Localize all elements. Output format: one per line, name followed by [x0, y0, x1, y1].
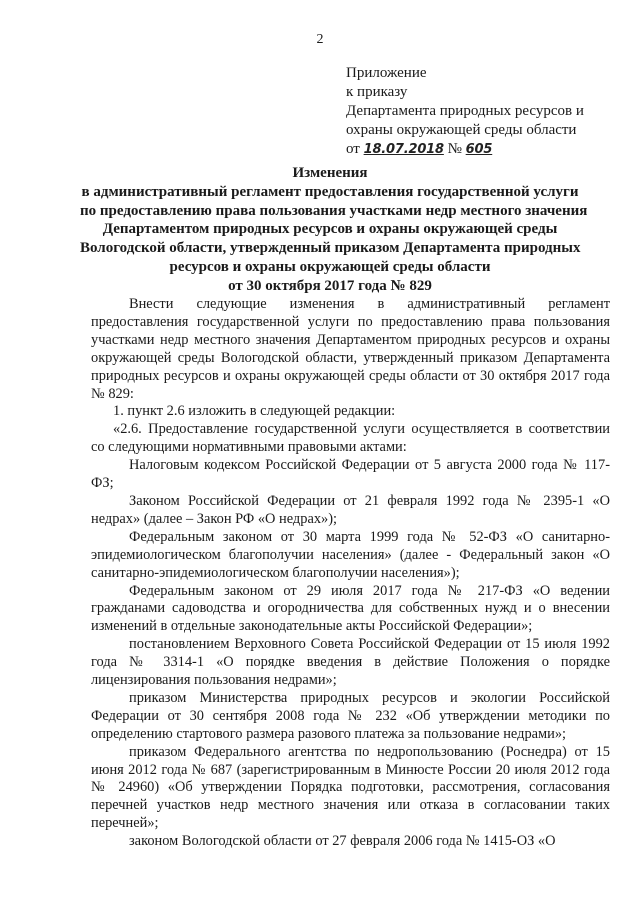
title-line: Департаментом природных ресурсов и охраны окружающей среды — [102, 221, 558, 238]
paragraph: Федеральным законом от 30 марта 1999 года № 52-ФЗ «О санитарно-эпидемиологическом благополучии населения» (далее - Федеральный закон «О санитарно-эпидемиологическом благополучии населения»); — [91, 528, 610, 581]
title-line: Изменения — [292, 165, 368, 181]
appendix-line: Департамента природных ресурсов и — [346, 103, 584, 119]
handwritten-date: 18.07.2018 — [363, 142, 444, 157]
appendix-block — [346, 64, 626, 159]
title-line: по предоставлению права пользования участками недр местного значения — [80, 202, 588, 219]
paragraph: приказом Министерства природных ресурсов и экологии Российской Федерации от 30 сентября 2008 года № 232 «Об утверждении методики по определению стартового размера разового платежа за пользование недрами»; — [91, 689, 610, 742]
date-prefix: от — [346, 141, 360, 157]
paragraph: «2.6. Предоставление государственной услуги осуществляется в соответствии со следующими нормативными правовыми актами: — [91, 421, 610, 456]
appendix-line: к приказу — [346, 84, 408, 100]
title-line: от 30 октября 2017 года № 829 — [228, 277, 432, 294]
appendix-date-line — [346, 140, 626, 159]
document-title — [80, 164, 588, 296]
paragraph: постановлением Верховного Совета Российской Федерации от 15 июля 1992 года № 3314-1 «О порядке введения в действие Положения о порядке лицензирования пользования недрами»; — [91, 636, 610, 689]
paragraph: Внести следующие изменения в административный регламент предоставления государственной услуги по предоставлению права пользования участками недр местного значения Департаментом природных ресурсов и охраны окружающей среды Вологодской области, утвержденный приказом Департамента природных ресурсов и охраны окружающей среды области от 30 октября 2017 года № 829: — [91, 296, 610, 402]
appendix-line: охраны окружающей среды области — [346, 122, 577, 138]
handwritten-number: 605 — [465, 142, 493, 157]
paragraph: Законом Российской Федерации от 21 февраля 1992 года № 2395-1 «О недрах» (далее – Закон РФ «О недрах»); — [91, 492, 610, 527]
paragraph: приказом Федерального агентства по недропользованию (Роснедра) от 15 июня 2012 года № 687 (зарегистрированным в Минюсте России 20 июля 2012 года № 24960) «Об утверждении Порядка подготовки, рассмотрения, согласования перечней участков недр местного значения или отказа в согласовании таких перечней»; — [91, 743, 610, 832]
title-line: в административный регламент предоставления государственной услуги — [81, 183, 579, 200]
paragraph: законом Вологодской области от 27 февраля 2006 года № 1415-ОЗ «О — [129, 833, 556, 850]
title-line: ресурсов и охраны окружающей среды области — [169, 258, 491, 275]
document-body — [91, 296, 610, 851]
paragraph: Федеральным законом от 29 июля 2017 года № 217-ФЗ «О ведении гражданами садоводства и огородничества для собственных нужд и о внесении изменений в отдельные законодательные акты Российской Федерации»; — [91, 582, 610, 635]
number-prefix: № — [447, 141, 462, 157]
paragraph: 1. пункт 2.6 изложить в следующей редакции: — [113, 403, 396, 420]
title-line: Вологодской области, утвержденный приказом Департамента природных — [80, 240, 581, 257]
paragraph: Налоговым кодексом Российской Федерации от 5 августа 2000 года № 117-ФЗ; — [91, 457, 610, 492]
page-number: 2 — [316, 32, 324, 47]
appendix-line: Приложение — [346, 65, 427, 81]
